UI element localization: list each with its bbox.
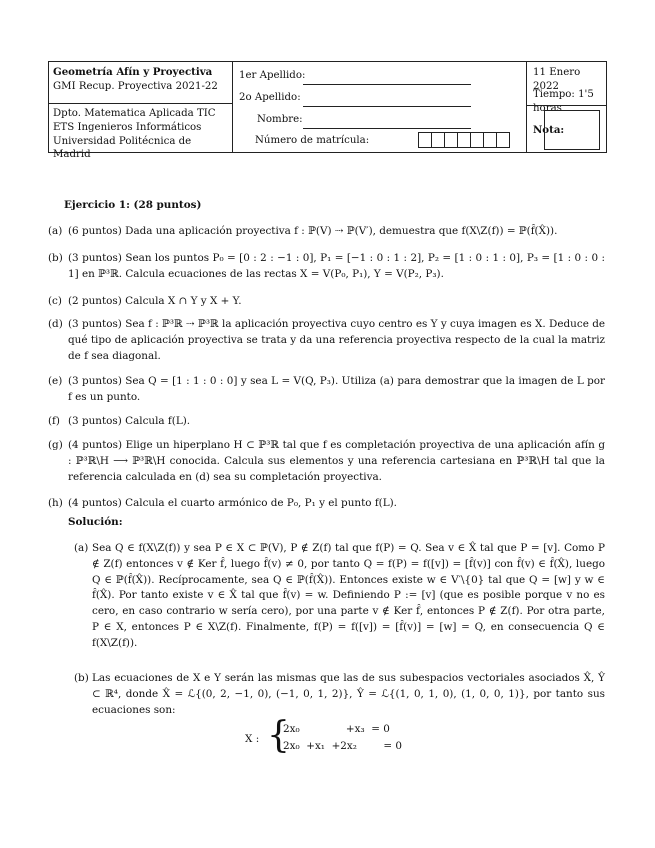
department-block (49, 104, 232, 162)
course-subtitle: GMI Recup. Proyectiva 2021-22 (53, 80, 218, 92)
question-text: (3 puntos) Sea Q = [1 : 1 : 0 : 0] y sea L = V(Q, P₃). Utiliza (a) para demostrar que la imagen de L por f es un punto. (68, 375, 605, 403)
solution-text: Las ecuaciones de X e Y serán las mismas que las de sus subespacios vectoriales asociados X̂, Ŷ ⊂ ℝ⁴, donde X̂ = ℒ{(0, 2, −1, 0), (−1, 0, 1, 2)}, Ŷ = ℒ{(1, 0, 1, 0), (1, 0, 0, 1)}, por tanto sus ecuaciones son: (92, 672, 605, 716)
exam-duration: Tiempo: 1'5 horas (533, 89, 594, 114)
matricula-digit-box[interactable] (431, 132, 445, 148)
question-text: (6 puntos) Dada una aplicación proyectiva f : ℙ(V) ⇢ ℙ(V′), demuestra que f(X\Z(f)) = ℙ(f̂(X̂)). (68, 225, 558, 237)
exam-meta (527, 62, 606, 152)
matricula-digit-box[interactable] (418, 132, 432, 148)
left-brace-icon: { (267, 715, 290, 756)
apellido1-label: 1er Apellido: (239, 70, 306, 81)
solution-label: (a) (74, 542, 89, 554)
solution-title: Solución: (68, 516, 123, 528)
matricula-digit-box[interactable] (470, 132, 484, 148)
question-label: (d) (48, 318, 63, 330)
question-label: (f) (48, 415, 60, 427)
nombre-input[interactable] (303, 128, 471, 129)
matricula-input[interactable] (419, 132, 510, 148)
exam-header (48, 61, 607, 161)
solution-text: Sea Q ∈ f(X\Z(f)) y sea P ∈ X ⊂ ℙ(V), P ∉ Z(f) tal que f(P) = Q. Sea v ∈ X̂ tal que P = [v]. Como P ∉ Z(f) entonces v ∉ Ker f̂, luego f̂(v) ≠ 0, por tanto Q = f(P) = f([v]) = [f̂(v)] con f̂(v) ∈ f̂(X̂), luego Q ∈ ℙ(f̂(X̂)). Recíprocamente, sea Q ∈ ℙ(f̂(X̂)). Entonces existe w ∈ V′\{0} tal que Q = [w] y w ∈ f̂(X̂). Por tanto existe v ∈ X̂ tal que f̂(v) = w. Definiendo P := [v] (que es posible porque v no es cero, en caso contrario w sería cero), por una parte v ∉ Ker f̂, entonces P ∉ Z(f). Por otra parte, P ∈ X, entonces P ∈ X\Z(f). Finalmente, f(P) = f([v]) = [f̂(v)] = [w] = Q, en consecuencia Q ∈ f(X\Z(f)). (92, 542, 605, 649)
question-text: (3 puntos) Sean los puntos P₀ = [0 : 2 : −1 : 0], P₁ = [−1 : 0 : 1 : 2], P₂ = [1 : 0 : 1 : 0], P₃ = [1 : 0 : 0 : 1] en ℙ³ℝ. Calcula ecuaciones de las rectas X = V(P₀, P₁), Y = V(P₂, P₃). (68, 252, 605, 280)
matricula-digit-box[interactable] (457, 132, 471, 148)
apellido1-input[interactable] (303, 84, 471, 85)
question-text: (4 puntos) Elige un hiperplano H ⊂ ℙ³ℝ tal que f es completación proyectiva de una aplicación afín g : ℙ³ℝ\H ⟶ ℙ³ℝ\H conocida. Calcula sus elementos y una referencia cartesiana en ℙ³ℝ\H tal que la referencia calculada en (d) sea su completación proyectiva. (68, 439, 605, 483)
grade-box (544, 110, 600, 150)
course-block (49, 62, 232, 104)
question-label: (c) (48, 295, 62, 307)
matricula-label: Número de matrícula: (255, 135, 370, 146)
matricula-digit-box[interactable] (444, 132, 458, 148)
exercise-title: Ejercicio 1: (28 puntos) (64, 199, 202, 211)
question-label: (b) (48, 252, 63, 264)
dept-line: Universidad Politécnica de Madrid (53, 135, 192, 161)
nombre-label: Nombre: (257, 114, 303, 125)
question-text: (2 puntos) Calcula X ∩ Y y X + Y. (68, 295, 242, 307)
exam-date: 11 Enero 2022 (533, 67, 581, 92)
student-fields (233, 62, 527, 152)
solution-label: (b) (74, 672, 89, 684)
grade-label: Nota: (533, 124, 565, 136)
system-label: X : (245, 733, 260, 745)
question-text: (3 puntos) Calcula f(L). (68, 415, 191, 427)
apellido2-label: 2o Apellido: (239, 92, 301, 103)
question-text: (3 puntos) Sea f : ℙ³ℝ ⇢ ℙ³ℝ la aplicación proyectiva cuyo centro es Y y cuya imagen es X. Deduce de qué tipo de aplicación proyectiva se trata y da una referencia proyectiva respecto de la cual la matriz de f sea diagonal. (68, 318, 605, 362)
question-text: (4 puntos) Calcula el cuarto armónico de P₀, P₁ y el punto f(L). (68, 497, 397, 509)
equation-system (245, 715, 485, 758)
question-label: (h) (48, 497, 63, 509)
question-label: (a) (48, 225, 63, 237)
equation-line: 2x₀ +x₁ +2x₂ = 0 (283, 740, 402, 752)
apellido2-input[interactable] (303, 106, 471, 107)
question-label: (g) (48, 439, 63, 451)
question-label: (e) (48, 375, 63, 387)
course-info (49, 62, 233, 161)
matricula-digit-box[interactable] (483, 132, 497, 148)
course-title: Geometría Afín y Proyectiva (53, 66, 213, 78)
grade-row (527, 105, 606, 152)
dept-line: ETS Ingenieros Informáticos (53, 121, 202, 133)
matricula-digit-box[interactable] (496, 132, 510, 148)
dept-line: Dpto. Matematica Aplicada TIC (53, 108, 216, 119)
equation-line: 2x₀ +x₃ = 0 (283, 723, 390, 735)
